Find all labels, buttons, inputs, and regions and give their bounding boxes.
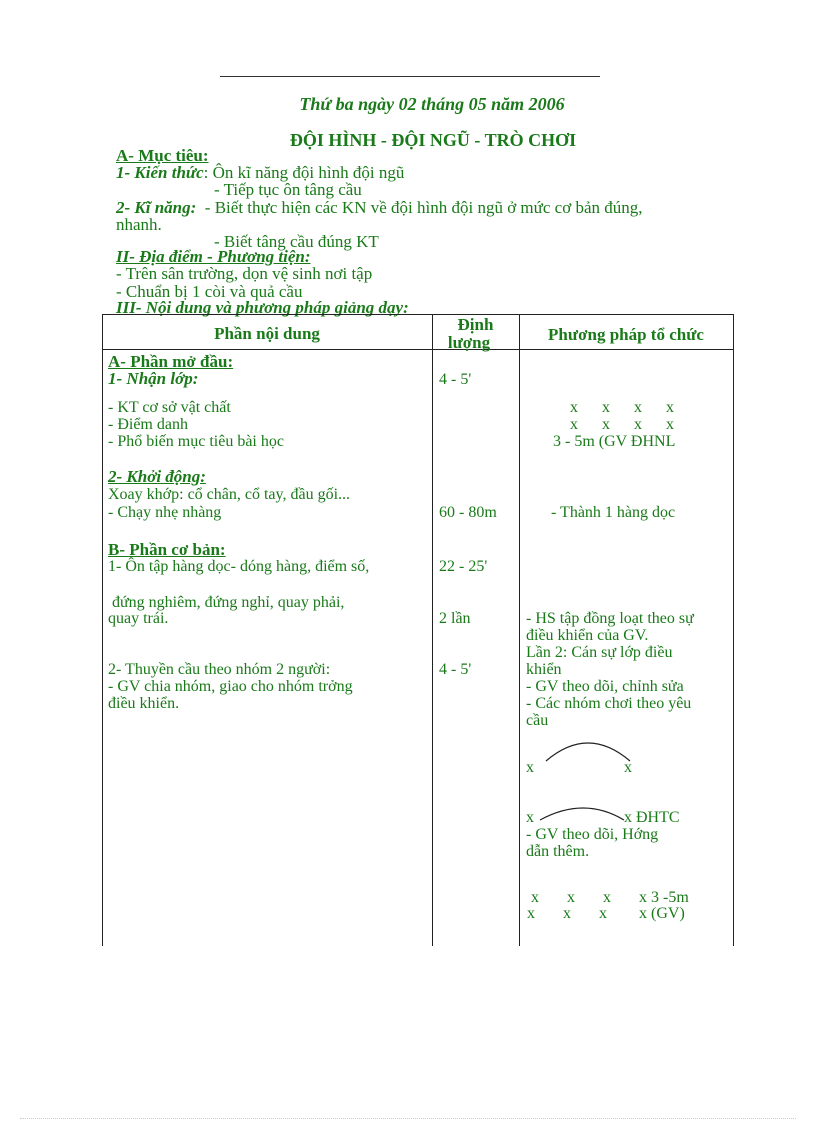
a2-item-1: Xoay khớp: cổ chân, cổ tay, đầu gối...: [108, 486, 351, 503]
skill-label: 2- Kĩ năng:: [116, 198, 197, 217]
skill-text-1: - Biết thực hiện các KN về đội hình đội ngũ ở mức cơ bản đúng,: [204, 198, 643, 217]
arc2-left-player: x: [526, 809, 534, 826]
formation-note: 3 - 5m (GV ĐHNL: [553, 433, 676, 450]
location-text-1: - Trên sân trường, dọn vệ sinh nơi tập: [116, 264, 373, 283]
a2-method: - Thành 1 hàng dọc: [551, 504, 676, 521]
b2-method-1: - GV theo dõi, chỉnh sửa: [526, 678, 684, 695]
b1-method-3: Lần 2: Cán sự lớp điều: [526, 644, 673, 661]
shuttle-arc-2: [536, 800, 632, 824]
col-header-quantity-1: Định: [457, 315, 494, 334]
b2-item-3: điều khiển.: [108, 695, 180, 712]
table-col-divider-1: [432, 314, 433, 946]
b2-method-5: dẫn thêm.: [526, 843, 590, 860]
page-footer-rule: [20, 1118, 796, 1119]
b1-reps: 2 lần: [439, 610, 471, 627]
b1-method-2: điều khiển của GV.: [526, 627, 649, 644]
a2-item-2: - Chạy nhẹ nhàng: [108, 504, 222, 521]
a1-item-3: - Phổ biến mục tiêu bài học: [108, 433, 284, 450]
skill-line: [116, 198, 643, 218]
table-right-border: [733, 314, 734, 946]
knowledge-label: 1- Kiến thức: [116, 163, 204, 182]
method-heading: III- Nội dung và phương pháp giảng dạy:: [116, 298, 409, 317]
table-header-border: [102, 349, 734, 350]
knowledge-text-2: - Tiếp tục ôn tâng cầu: [214, 180, 362, 199]
lesson-date: Thứ ba ngày 02 tháng 05 năm 2006: [299, 94, 565, 114]
arc2-right-player: x ĐHTC: [624, 809, 680, 826]
table-top-border: [102, 314, 734, 315]
arc1-left-player: x: [526, 759, 534, 776]
formation-row-2: x x x x: [570, 416, 674, 433]
b2-method-3: cầu: [526, 712, 549, 729]
part-b-heading: B- Phần cơ bản:: [108, 540, 226, 559]
a2-distance: 60 - 80m: [439, 504, 497, 521]
b1-method-4: khiển: [526, 661, 562, 678]
a1-item-2: - Điểm danh: [108, 416, 188, 433]
a1-time: 4 - 5': [439, 371, 472, 388]
b2-time: 4 - 5': [439, 661, 472, 678]
col-header-content: Phần nội dung: [214, 324, 320, 343]
b1-item-2: đứng nghiêm, đứng nghỉ, quay phải,: [108, 594, 345, 611]
table-left-border: [102, 314, 103, 946]
skill-text-2: - Biết tâng cầu đúng KT: [214, 232, 379, 251]
b2-method-2: - Các nhóm chơi theo yêu: [526, 695, 692, 712]
a1-item-1: - KT cơ sở vật chất: [108, 399, 231, 416]
col-header-quantity-2: lượng: [447, 333, 491, 352]
arc1-right-player: x: [624, 759, 632, 776]
a1-label: 1- Nhận lớp:: [108, 369, 199, 388]
b2-item-1: 2- Thuyền cầu theo nhóm 2 người:: [108, 661, 331, 678]
top-rule: [220, 76, 600, 77]
location-text-2: - Chuẩn bị 1 còi và quả cầu: [116, 282, 303, 301]
final-formation-row-1: x x x x 3 -5m: [531, 889, 689, 906]
knowledge-text-1: : Ôn kĩ năng đội hình đội ngũ: [203, 163, 405, 182]
part-a-heading: A- Phần mở đầu:: [108, 352, 234, 371]
a2-label: 2- Khởi động:: [108, 467, 206, 486]
formation-row-1: x x x x: [570, 399, 674, 416]
b1-item-1: 1- Ôn tập hàng dọc- dóng hàng, điểm số,: [108, 558, 370, 575]
objectives-heading: A- Mục tiêu:: [116, 146, 209, 165]
skill-text-1b: nhanh.: [116, 215, 162, 234]
b1-item-3: quay trái.: [108, 610, 169, 627]
b1-time: 22 - 25': [439, 558, 488, 575]
location-heading: II- Địa điểm - Phương tiện:: [116, 247, 311, 266]
b2-method-4: - GV theo dõi, Hớng: [526, 826, 659, 843]
table-col-divider-2: [519, 314, 520, 946]
final-formation-row-2: x x x x (GV): [527, 905, 685, 922]
lesson-title: ĐỘI HÌNH - ĐỘI NGŨ - TRÒ CHƠI: [289, 130, 577, 150]
b1-method-1: - HS tập đồng loạt theo sự: [526, 610, 694, 627]
b2-item-2: - GV chia nhóm, giao cho nhóm trởng: [108, 678, 353, 695]
col-header-method: Phương pháp tổ chức: [548, 325, 704, 344]
